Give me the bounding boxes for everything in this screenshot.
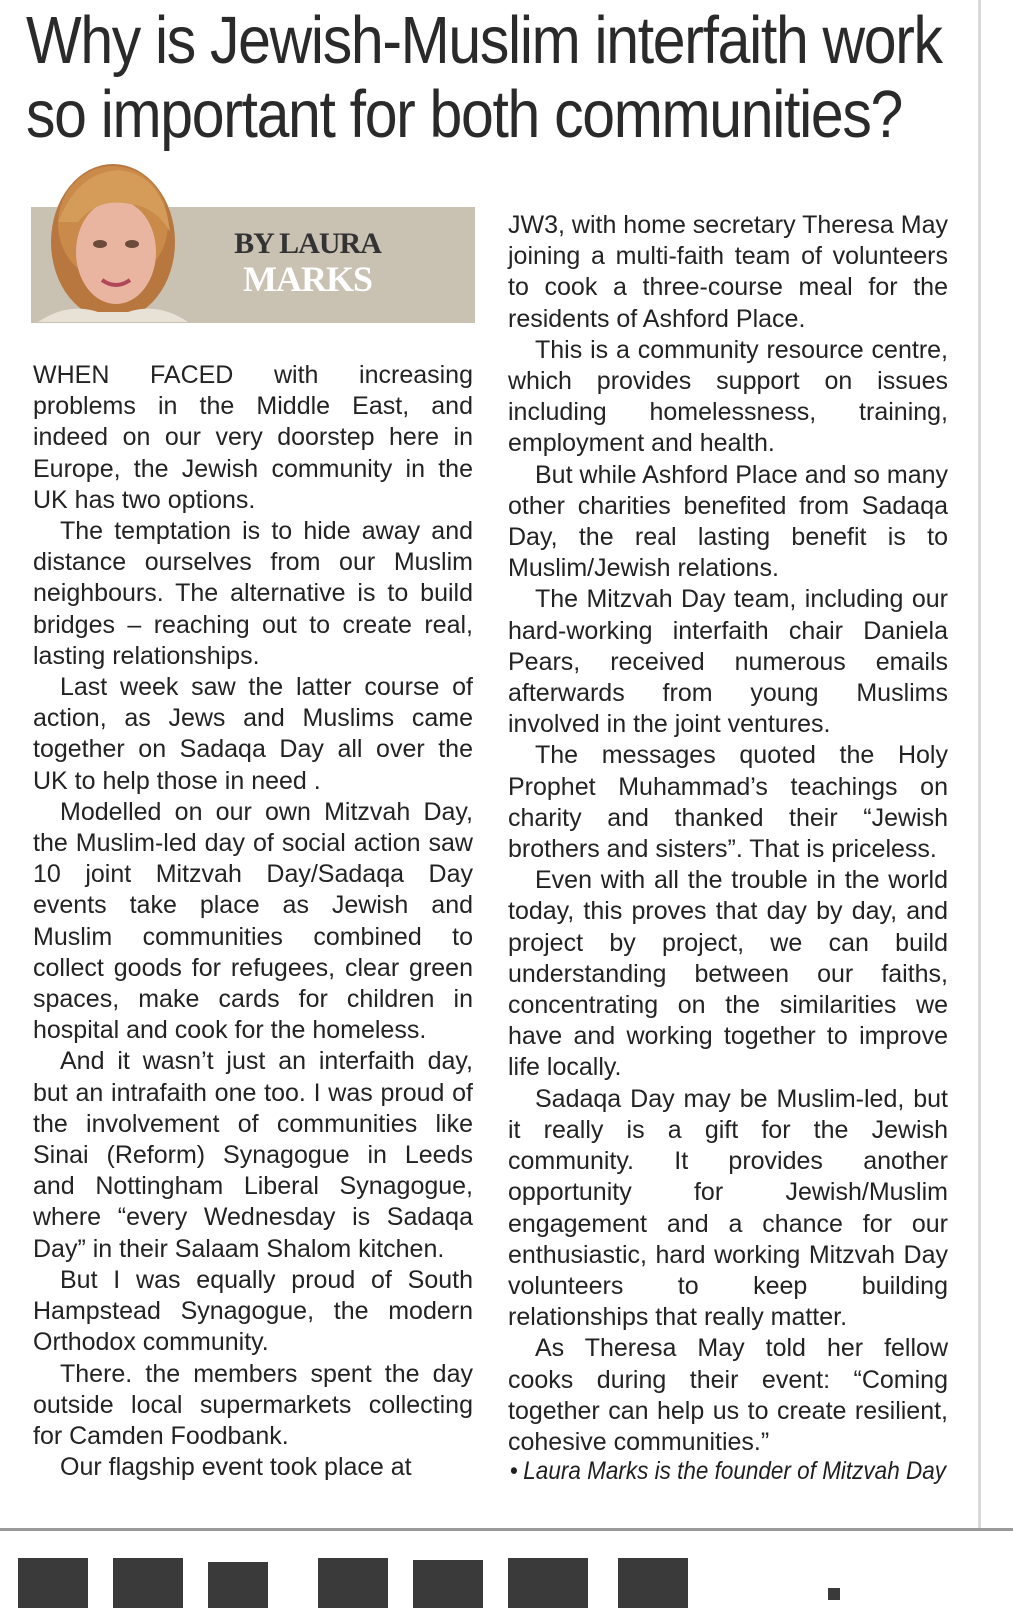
author-name: MARKS — [243, 259, 372, 299]
page-edge-rule — [978, 0, 981, 1530]
paragraph: Last week saw the latter course of action, as Jews and Muslims came together on Sadaqa Day all over the UK to help those in need . — [33, 673, 473, 795]
paragraph: The messages quoted the Holy Prophet Muhammad’s teachings on charity and thanked their “Jewish brothers and sisters”. That is priceless. — [508, 741, 948, 864]
byline — [200, 228, 415, 298]
byline-prefix: BY LAURA — [234, 227, 381, 260]
paragraph: But while Ashford Place and so many other charities benefited from Sadaqa Day, the real lasting benefit is to Muslim/Jewish relations. — [508, 460, 948, 583]
author-bio-text: Laura Marks is the founder of Mitzvah Day — [523, 1457, 946, 1485]
headline: Why is Jewish-Muslim interfaith work so important for both communities? — [26, 3, 942, 152]
author-bio — [510, 1457, 946, 1486]
paragraph: As Theresa May told her fellow cooks during their event: “Coming together can help us to create resilient, cohesive communities.” — [508, 1334, 948, 1456]
section-divider — [0, 1528, 1013, 1531]
paragraph: WHEN FACED with increasing problems in the Middle East, and indeed on our very doorstep here in Europe, the Jewish community in the UK has two options. — [33, 361, 473, 514]
paragraph: There. the members spent the day outside local supermarkets collecting for Camden Foodbank. — [33, 1359, 473, 1450]
paragraph: Our flagship event took place at — [60, 1453, 412, 1482]
paragraph: This is a community resource centre, which provides support on issues including homelessness, training, employment and health. — [508, 335, 948, 458]
article-column-left — [33, 360, 473, 1483]
article-column-right — [508, 210, 948, 1458]
paragraph: Even with all the trouble in the world today, this proves that day by day, and project by project, we can build understanding between our faiths, concentrating on the similarities we have and working together to improve life locally. — [508, 866, 948, 1082]
paragraph: The temptation is to hide away and distance ourselves from our Muslim neighbours. The alternative is to build bridges – reaching out to create real, lasting relationships. — [33, 517, 473, 670]
paragraph: Sadaqa Day may be Muslim-led, but it really is a gift for the Jewish community. It provides another opportunity for Jewish/Muslim engagement and a chance for our enthusiastic, hard working Mitzvah Day volunteers to keep building relationships that really matter. — [508, 1084, 948, 1332]
paragraph: Modelled on our own Mitzvah Day, the Muslim-led day of social action saw 10 joint Mitzvah Day/Sadaqa Day events take place as Jewish and Muslim communities combined to collect goods for refugees, clear green spaces, make cards for children in hospital and cook for the homeless. — [33, 797, 473, 1045]
bullet-icon: • — [510, 1457, 518, 1485]
author-photo — [38, 152, 188, 322]
paragraph: And it wasn’t just an interfaith day, but an intrafaith one too. I was proud of the involvement of communities like Sinai (Reform) Synagogue in Leeds and Nottingham Liberal Synagogue, where “every Wednesday is Sadaqa Day” in their Salaam Shalom kitchen. — [33, 1047, 473, 1263]
cropped-masthead-graphic — [18, 1548, 918, 1608]
paragraph: But I was equally proud of South Hampstead Synagogue, the modern Orthodox community. — [33, 1265, 473, 1357]
paragraph: The Mitzvah Day team, including our hard-working interfaith chair Daniela Pears, received numerous emails afterwards from young Muslims involved in the joint ventures. — [508, 585, 948, 739]
paragraph: JW3, with home secretary Theresa May joining a multi-faith team of volunteers to cook a three-course meal for the residents of Ashford Place. — [508, 211, 948, 333]
